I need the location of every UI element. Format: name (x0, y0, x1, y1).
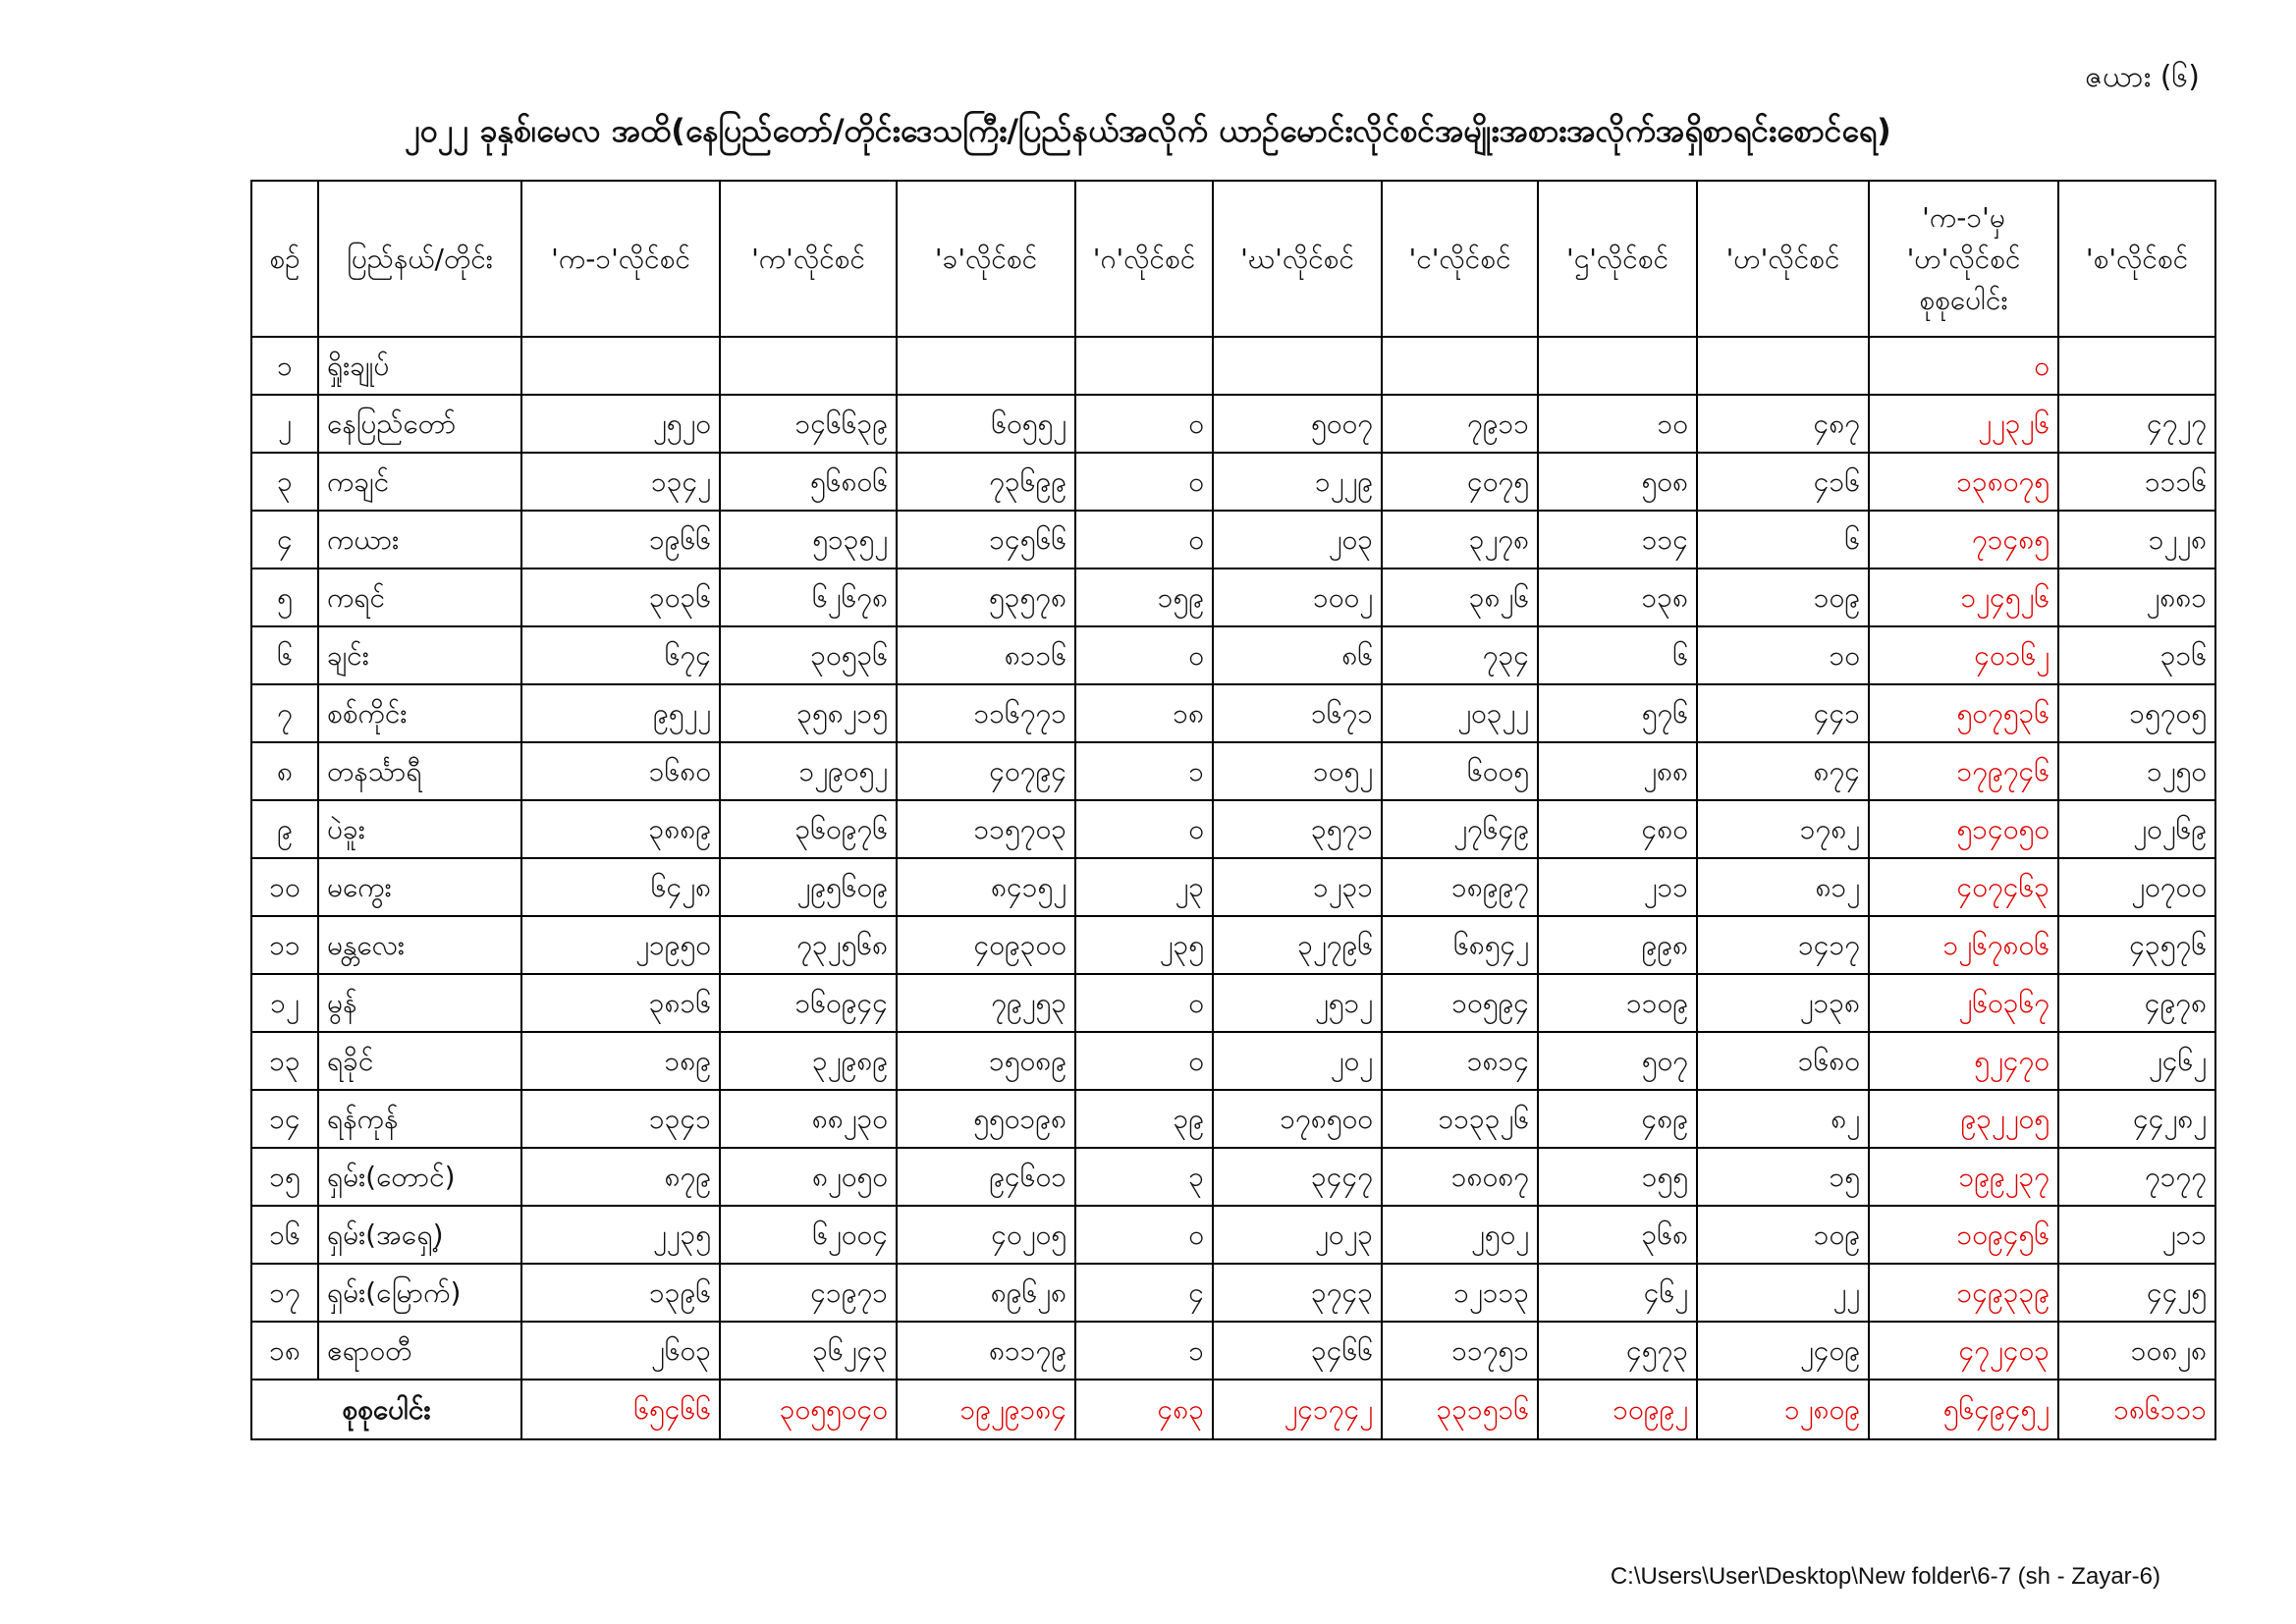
value-cell: ၅၀၈ (1538, 453, 1697, 511)
value-cell: ၆၈၅၄၂ (1382, 916, 1538, 974)
total-value-cell: ၁၈၆၁၁၁ (2058, 1380, 2215, 1439)
row-total-cell: ၉၃၂၂၀၅ (1869, 1090, 2058, 1148)
value-cell: ၂၁၉၅၀ (521, 916, 720, 974)
region-cell: ဧရာဝတီ (318, 1322, 521, 1380)
value-cell: ၀ (1075, 511, 1213, 568)
value-cell: ၆ (1538, 626, 1697, 684)
total-value-cell: ၁၉၂၉၁၈၄ (897, 1380, 1075, 1439)
serial-cell: ၁၁ (251, 916, 318, 974)
value-cell: ၁၄၆၆၃၉ (720, 395, 897, 453)
table-row (251, 1148, 2215, 1206)
region-cell: မကွေး (318, 858, 521, 916)
value-cell: ၈၉၆၂၈ (897, 1264, 1075, 1322)
region-cell: ရှမ်း(အရှေ့) (318, 1206, 521, 1264)
value-cell: ၁၃၈ (1538, 568, 1697, 626)
value-cell: ၃၂၇၉၆ (1213, 916, 1382, 974)
header-cell: 'က-၁'လိုင်စင် (521, 181, 720, 337)
value-cell: ၁၁၀၉ (1538, 974, 1697, 1032)
value-cell: ၄၀၉၃၀၀ (897, 916, 1075, 974)
region-cell: ကချင် (318, 453, 521, 511)
value-cell: ၁၆၈၀ (1697, 1032, 1869, 1090)
value-cell: ၁၀၀၂ (1213, 568, 1382, 626)
serial-cell: ၃ (251, 453, 318, 511)
region-cell: ရခိုင် (318, 1032, 521, 1090)
value-cell: ၆၂၆၇၈ (720, 568, 897, 626)
serial-cell: ၂ (251, 395, 318, 453)
value-cell: ၁၆၈၀ (521, 742, 720, 800)
value-cell: ၁၂၁၁၃ (1382, 1264, 1538, 1322)
value-cell: ၄၀၂၀၅ (897, 1206, 1075, 1264)
value-cell: ၈၁၁၆ (897, 626, 1075, 684)
table-row (251, 1032, 2215, 1090)
value-cell: ၃၁၆ (2058, 626, 2215, 684)
value-cell: ၃၈၂၆ (1382, 568, 1538, 626)
value-cell: ၂၁၁ (2058, 1206, 2215, 1264)
value-cell: ၈၂၀၅၀ (720, 1148, 897, 1206)
serial-cell: ၁၄ (251, 1090, 318, 1148)
value-cell: ၁၄၅၆၆ (897, 511, 1075, 568)
serial-cell: ၁၇ (251, 1264, 318, 1322)
value-cell (1382, 337, 1538, 395)
header-cell: 'ဟ'လိုင်စင် (1697, 181, 1869, 337)
header-cell: 'င'လိုင်စင် (1382, 181, 1538, 337)
value-cell (720, 337, 897, 395)
value-cell: ၁၀၅၉၄ (1382, 974, 1538, 1032)
total-value-cell: ၁၂၈၀၉ (1697, 1380, 1869, 1439)
table-row (251, 974, 2215, 1032)
value-cell: ၃၆၀၉၇၆ (720, 800, 897, 858)
value-cell: ၁၀၉ (1697, 568, 1869, 626)
file-path-footer: C:\Users\User\Desktop\New folder\6-7 (sh - Zayar-6) (1610, 1563, 2160, 1590)
value-cell: ၁၄၁၇ (1697, 916, 1869, 974)
table-row (251, 1090, 2215, 1148)
value-cell: ၄၄၂၅ (2058, 1264, 2215, 1322)
serial-cell: ၈ (251, 742, 318, 800)
value-cell: ၁၉၆၆ (521, 511, 720, 568)
value-cell: ၀ (1075, 453, 1213, 511)
value-cell: ၂၀၃ (1213, 511, 1382, 568)
serial-cell: ၄ (251, 511, 318, 568)
total-value-cell: ၃၃၁၅၁၆ (1382, 1380, 1538, 1439)
value-cell: ၀ (1075, 395, 1213, 453)
value-cell: ၃၄၆၆ (1213, 1322, 1382, 1380)
value-cell: ၁၈၉ (521, 1032, 720, 1090)
value-cell: ၁၅၅ (1538, 1148, 1697, 1206)
row-total-cell: ၁၄၉၃၃၉ (1869, 1264, 2058, 1322)
total-label: စုစုပေါင်း (251, 1380, 521, 1439)
value-cell: ၁၀ (1697, 626, 1869, 684)
region-cell: ကရင် (318, 568, 521, 626)
value-cell: ၁၈၀၈၇ (1382, 1148, 1538, 1206)
value-cell: ၁၇၈၂ (1697, 800, 1869, 858)
value-cell: ၅၆၈၀၆ (720, 453, 897, 511)
region-cell: ရှမ်း(တောင်) (318, 1148, 521, 1206)
header-cell: 'ဌ'လိုင်စင် (1538, 181, 1697, 337)
value-cell: ၁၅ (1697, 1148, 1869, 1206)
value-cell: ၈၁၁၇၉ (897, 1322, 1075, 1380)
value-cell: ၁၆၀၉၄၄ (720, 974, 897, 1032)
value-cell: ၃၅၇၁ (1213, 800, 1382, 858)
value-cell: ၅၃၅၇၈ (897, 568, 1075, 626)
value-cell: ၄၃၅၇၆ (2058, 916, 2215, 974)
value-cell: ၂၀၇၀၀ (2058, 858, 2215, 916)
value-cell: ၈၈၂၃၀ (720, 1090, 897, 1148)
header-cell: 'ဂ'လိုင်စင် (1075, 181, 1213, 337)
value-cell: ၃၈၈၉ (521, 800, 720, 858)
value-cell: ၁၂၅၀ (2058, 742, 2215, 800)
license-table (250, 180, 2216, 1440)
value-cell: ၈၆ (1213, 626, 1382, 684)
value-cell: ၂၅၀၂ (1382, 1206, 1538, 1264)
value-cell: ၅၅၀၁၉၈ (897, 1090, 1075, 1148)
serial-cell: ၁၀ (251, 858, 318, 916)
value-cell: ၈၂ (1697, 1090, 1869, 1148)
region-cell: တနင်္သာရီ (318, 742, 521, 800)
region-cell: ကယား (318, 511, 521, 568)
value-cell: ၂၄၆၂ (2058, 1032, 2215, 1090)
value-cell (2058, 337, 2215, 395)
serial-cell: ၅ (251, 568, 318, 626)
value-cell: ၁၃၉၆ (521, 1264, 720, 1322)
table-row (251, 742, 2215, 800)
region-cell: မွန် (318, 974, 521, 1032)
value-cell: ၁၁၃၃၂၆ (1382, 1090, 1538, 1148)
value-cell: ၄၀၇၅ (1382, 453, 1538, 511)
value-cell: ၁၂၂၉ (1213, 453, 1382, 511)
value-cell: ၀ (1075, 1206, 1213, 1264)
value-cell: ၁၂၂၈ (2058, 511, 2215, 568)
value-cell: ၉၅၂၂ (521, 684, 720, 742)
row-total-cell: ၅၀၇၅၃၆ (1869, 684, 2058, 742)
serial-cell: ၁၂ (251, 974, 318, 1032)
table-row (251, 395, 2215, 453)
value-cell: ၂၃ (1075, 858, 1213, 916)
value-cell (1075, 337, 1213, 395)
value-cell: ၂၃၅ (1075, 916, 1213, 974)
row-total-cell: ၁၃၈၀၇၅ (1869, 453, 2058, 511)
value-cell: ၃၀၃၆ (521, 568, 720, 626)
value-cell: ၂၁၃၈ (1697, 974, 1869, 1032)
total-value-cell: ၁၀၉၉၂ (1538, 1380, 1697, 1439)
table-row (251, 800, 2215, 858)
header-cell-total: 'က-၁'မှ 'ဟ'လိုင်စင် စုစုပေါင်း (1869, 181, 2058, 337)
table-row (251, 858, 2215, 916)
row-total-cell: ၄၀၁၆၂ (1869, 626, 2058, 684)
row-total-cell: ၂၆၀၃၆၇ (1869, 974, 2058, 1032)
value-cell: ၆၇၄ (521, 626, 720, 684)
table-reference-label: ဇယား (၆) (2085, 60, 2200, 94)
value-cell: ၁ (1075, 1322, 1213, 1380)
value-cell: ၀ (1075, 974, 1213, 1032)
table-row (251, 684, 2215, 742)
value-cell: ၄၉၇၈ (2058, 974, 2215, 1032)
value-cell: ၉၉၈ (1538, 916, 1697, 974)
value-cell: ၉၄၆၀၁ (897, 1148, 1075, 1206)
value-cell: ၄၁၆ (1697, 453, 1869, 511)
serial-cell: ၁ (251, 337, 318, 395)
page-title: ၂၀၂၂ ခုနှစ်၊မေလ အထိ(နေပြည်တော်/တိုင်းဒေသကြီး/ပြည်နယ်အလိုက် ယာဉ်မောင်းလိုင်စင်အမျိုးအစားအလိုက်အရှိစာရင်းစောင်ရေ) (405, 112, 1891, 149)
serial-cell: ၁၃ (251, 1032, 318, 1090)
value-cell: ၀ (1075, 626, 1213, 684)
value-cell: ၂၅၁၂ (1213, 974, 1382, 1032)
header-cell: 'ဃ'လိုင်စင် (1213, 181, 1382, 337)
table-row (251, 453, 2215, 511)
value-cell: ၄၀၇၉၄ (897, 742, 1075, 800)
value-cell: ၁၅၇၀၅ (2058, 684, 2215, 742)
header-cell: 'စ'လိုင်စင် (2058, 181, 2215, 337)
value-cell: ၈၇၉ (521, 1148, 720, 1206)
table-body (251, 337, 2215, 1439)
value-cell: ၁၀၅၂ (1213, 742, 1382, 800)
value-cell: ၆၀၅၅၂ (897, 395, 1075, 453)
value-cell: ၆၂၀၀၄ (720, 1206, 897, 1264)
value-cell: ၁ (1075, 742, 1213, 800)
value-cell (1538, 337, 1697, 395)
value-cell: ၇၁၇၇ (2058, 1148, 2215, 1206)
row-total-cell: ၁၂၆၇၈၀၆ (1869, 916, 2058, 974)
value-cell: ၁၃၄၁ (521, 1090, 720, 1148)
value-cell: ၅၇၆ (1538, 684, 1697, 742)
value-cell: ၅၀၀၇ (1213, 395, 1382, 453)
value-cell: ၁၁၄ (1538, 511, 1697, 568)
table-row (251, 1322, 2215, 1380)
total-value-cell: ၆၅၄၆၆ (521, 1380, 720, 1439)
value-cell: ၂၀၂ (1213, 1032, 1382, 1090)
region-cell: နေပြည်တော် (318, 395, 521, 453)
row-total-cell: ၁၂၄၅၂၆ (1869, 568, 2058, 626)
value-cell: ၁၁၇၅၁ (1382, 1322, 1538, 1380)
value-cell (897, 337, 1075, 395)
value-cell: ၃၂၉၈၉ (720, 1032, 897, 1090)
row-total-cell: ၁၀၉၄၅၆ (1869, 1206, 2058, 1264)
value-cell: ၁၁၁၆ (2058, 453, 2215, 511)
value-cell: ၆၀၀၅ (1382, 742, 1538, 800)
value-cell: ၇၉၂၅၃ (897, 974, 1075, 1032)
value-cell: ၂၀၃၂၂ (1382, 684, 1538, 742)
total-value-cell: ၅၆၄၉၄၅၂ (1869, 1380, 2058, 1439)
value-cell: ၂၈၈ (1538, 742, 1697, 800)
value-cell: ၂၀၂၆၉ (2058, 800, 2215, 858)
value-cell: ၃၇၄၃ (1213, 1264, 1382, 1322)
header-cell: 'ခ'လိုင်စင် (897, 181, 1075, 337)
value-cell: ၁၃၄၂ (521, 453, 720, 511)
serial-cell: ၁၆ (251, 1206, 318, 1264)
value-cell (521, 337, 720, 395)
value-cell: ၁၂၉၀၅၂ (720, 742, 897, 800)
value-cell: ၂၂၃၅ (521, 1206, 720, 1264)
value-cell: ၁၀ (1538, 395, 1697, 453)
value-cell: ၁၈၉၉၇ (1382, 858, 1538, 916)
value-cell: ၃ (1075, 1148, 1213, 1206)
value-cell: ၄၁၉၇၁ (720, 1264, 897, 1322)
value-cell: ၈၁၂ (1697, 858, 1869, 916)
value-cell: ၅၁၃၅၂ (720, 511, 897, 568)
value-cell: ၇၃၆၉၉ (897, 453, 1075, 511)
value-cell: ၁၂၃၁ (1213, 858, 1382, 916)
value-cell: ၂၁၁ (1538, 858, 1697, 916)
value-cell: ၁၅၀၈၉ (897, 1032, 1075, 1090)
serial-cell: ၆ (251, 626, 318, 684)
region-cell: ချင်း (318, 626, 521, 684)
value-cell: ၂၆၀၃ (521, 1322, 720, 1380)
value-cell: ၀ (1075, 800, 1213, 858)
region-cell: ရှမ်း(မြောက်) (318, 1264, 521, 1322)
serial-cell: ၉ (251, 800, 318, 858)
value-cell: ၀ (1075, 1032, 1213, 1090)
value-cell: ၄၈၉ (1538, 1090, 1697, 1148)
value-cell: ၄၈၀ (1538, 800, 1697, 858)
value-cell: ၂၇၆၄၉ (1382, 800, 1538, 858)
value-cell: ၄၈၇ (1697, 395, 1869, 453)
value-cell: ၂၄၀၉ (1697, 1322, 1869, 1380)
value-cell: ၃၈၁၆ (521, 974, 720, 1032)
value-cell: ၈၄၁၅၂ (897, 858, 1075, 916)
value-cell: ၃၀၅၃၆ (720, 626, 897, 684)
row-total-cell: ၁၉၉၂၃၇ (1869, 1148, 2058, 1206)
value-cell: ၁၅၉ (1075, 568, 1213, 626)
value-cell: ၄၄၁ (1697, 684, 1869, 742)
value-cell: ၃၂၇၈ (1382, 511, 1538, 568)
row-total-cell: ၇၁၄၈၅ (1869, 511, 2058, 568)
value-cell: ၃၆၂၄၃ (720, 1322, 897, 1380)
value-cell: ၃၆၈ (1538, 1206, 1697, 1264)
value-cell: ၁၀၈၂၈ (2058, 1322, 2215, 1380)
value-cell: ၄၆၂ (1538, 1264, 1697, 1322)
value-cell (1697, 337, 1869, 395)
value-cell: ၃၉ (1075, 1090, 1213, 1148)
row-total-cell: ၄၀၇၄၆၃ (1869, 858, 2058, 916)
table-row (251, 1264, 2215, 1322)
value-cell: ၆၄၂၈ (521, 858, 720, 916)
total-value-cell: ၃၀၅၅၀၄၀ (720, 1380, 897, 1439)
value-cell: ၇၃၂၅၆၈ (720, 916, 897, 974)
table-row (251, 511, 2215, 568)
value-cell: ၈၇၄ (1697, 742, 1869, 800)
value-cell: ၁၈၁၄ (1382, 1032, 1538, 1090)
value-cell: ၆ (1697, 511, 1869, 568)
region-cell: ရန်ကုန် (318, 1090, 521, 1148)
value-cell: ၄ (1075, 1264, 1213, 1322)
value-cell: ၇၃၄ (1382, 626, 1538, 684)
region-cell: ရှိုးချုပ် (318, 337, 521, 395)
serial-cell: ၇ (251, 684, 318, 742)
value-cell: ၂၂ (1697, 1264, 1869, 1322)
region-cell: စစ်ကိုင်း (318, 684, 521, 742)
table-row (251, 1206, 2215, 1264)
value-cell: ၁၇၈၅၀၀ (1213, 1090, 1382, 1148)
value-cell: ၁၁၆၇၇၁ (897, 684, 1075, 742)
value-cell: ၁၈ (1075, 684, 1213, 742)
serial-cell: ၁၈ (251, 1322, 318, 1380)
value-cell: ၇၉၁၁ (1382, 395, 1538, 453)
serial-cell: ၁၅ (251, 1148, 318, 1206)
total-row (251, 1380, 2215, 1439)
header-row (251, 181, 2215, 337)
value-cell: ၄၇၂၇ (2058, 395, 2215, 453)
header-cell: ပြည်နယ်/တိုင်း (318, 181, 521, 337)
table-row (251, 568, 2215, 626)
row-total-cell: ၁၇၉၇၄၆ (1869, 742, 2058, 800)
value-cell: ၂၅၂၀ (521, 395, 720, 453)
value-cell: ၅၀၇ (1538, 1032, 1697, 1090)
region-cell: မန္တလေး (318, 916, 521, 974)
row-total-cell: ၀ (1869, 337, 2058, 395)
value-cell: ၂၉၅၆၀၉ (720, 858, 897, 916)
value-cell: ၁၁၅၇၀၃ (897, 800, 1075, 858)
row-total-cell: ၂၂၃၂၆ (1869, 395, 2058, 453)
total-value-cell: ၄၈၃ (1075, 1380, 1213, 1439)
table-row (251, 916, 2215, 974)
value-cell: ၃၅၈၂၁၅ (720, 684, 897, 742)
header-cell: 'က'လိုင်စင် (720, 181, 897, 337)
value-cell: ၂၀၂၃ (1213, 1206, 1382, 1264)
value-cell: ၂၈၈၁ (2058, 568, 2215, 626)
table-row (251, 626, 2215, 684)
value-cell: ၃၄၄၇ (1213, 1148, 1382, 1206)
row-total-cell: ၅၂၄၇၀ (1869, 1032, 2058, 1090)
value-cell (1213, 337, 1382, 395)
total-value-cell: ၂၄၁၇၄၂ (1213, 1380, 1382, 1439)
value-cell: ၁၆၇၁ (1213, 684, 1382, 742)
value-cell: ၄၄၂၈၂ (2058, 1090, 2215, 1148)
value-cell: ၄၅၇၃ (1538, 1322, 1697, 1380)
region-cell: ပဲခူး (318, 800, 521, 858)
value-cell: ၁၀၉ (1697, 1206, 1869, 1264)
table-row (251, 337, 2215, 395)
row-total-cell: ၄၇၂၄၀၃ (1869, 1322, 2058, 1380)
header-cell: စဉ် (251, 181, 318, 337)
row-total-cell: ၅၁၄၀၅၀ (1869, 800, 2058, 858)
